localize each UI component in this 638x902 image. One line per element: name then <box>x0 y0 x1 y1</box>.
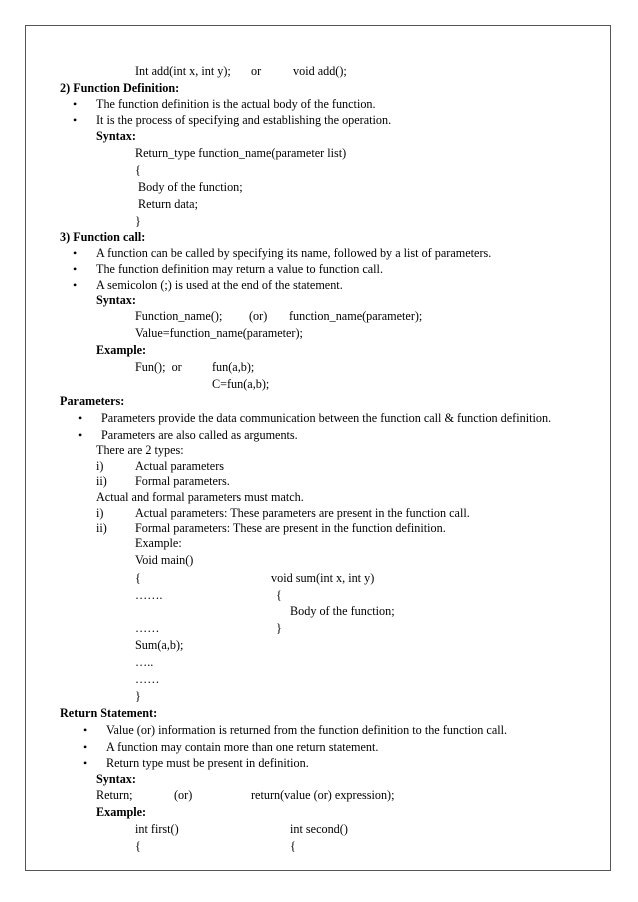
prototype-void-add: void add(); <box>293 64 347 78</box>
syntax-label: Syntax: <box>96 129 136 143</box>
code-line: int first() <box>135 822 179 836</box>
example-label: Example: <box>96 805 147 819</box>
list-item: • Value (or) information is returned from the function definition to the function call. <box>106 723 507 737</box>
list-item: Formal parameters: These are present in the function definition. <box>135 521 446 535</box>
code-line: { <box>276 588 282 602</box>
code-line: Sum(a,b); <box>135 638 184 652</box>
code-line: { <box>135 839 141 853</box>
code-line: ….. <box>135 655 154 669</box>
heading-parameters: Parameters: <box>60 394 125 408</box>
code-line: } <box>135 214 141 228</box>
code-line: Body of the function; <box>135 180 243 194</box>
syntax-label: Syntax: <box>96 772 136 786</box>
list-item: • The function definition is the actual body of the function. <box>96 97 376 111</box>
code-line: } <box>276 621 282 635</box>
list-number: i) <box>96 459 104 473</box>
list-number: i) <box>96 506 104 520</box>
code-line: Return data; <box>135 197 198 211</box>
list-item: Actual parameters: These parameters are present in the function call. <box>135 506 470 520</box>
list-item: Actual parameters <box>135 459 224 473</box>
list-item: • A function may contain more than one return statement. <box>106 740 378 754</box>
example-label: Example: <box>96 343 147 357</box>
list-item: • A function can be called by specifying its name, followed by a list of parameters. <box>96 246 491 260</box>
code-line: return(value (or) expression); <box>251 788 395 802</box>
list-item: • A semicolon (;) is used at the end of the statement. <box>96 278 343 292</box>
code-line: (or) <box>249 309 268 323</box>
code-line: Function_name(); <box>135 309 223 323</box>
heading-function-definition: 2) Function Definition: <box>60 81 180 95</box>
code-line: ……. <box>135 588 163 602</box>
code-line: { <box>135 571 141 585</box>
list-number: ii) <box>96 521 107 535</box>
code-line: Return; <box>96 788 133 802</box>
list-item: • It is the process of specifying and establishing the operation. <box>96 113 391 127</box>
code-line: Value=function_name(parameter); <box>135 326 303 340</box>
code-line: …… <box>135 672 160 686</box>
list-item: • Return type must be present in definition. <box>106 756 309 770</box>
match-note: Actual and formal parameters must match. <box>96 490 304 504</box>
code-line: void sum(int x, int y) <box>271 571 375 585</box>
prototype-int-add: Int add(int x, int y); <box>135 64 231 78</box>
heading-return-statement: Return Statement: <box>60 706 158 720</box>
prototype-or: or <box>251 64 262 78</box>
code-line: C=fun(a,b); <box>212 377 270 391</box>
code-line: function_name(parameter); <box>289 309 423 323</box>
code-line: int second() <box>290 822 348 836</box>
code-line: Fun(); or <box>135 360 182 374</box>
types-intro: There are 2 types: <box>96 443 184 457</box>
list-number: ii) <box>96 474 107 488</box>
code-line: fun(a,b); <box>212 360 255 374</box>
code-line: …… <box>135 621 160 635</box>
code-line: Body of the function; <box>290 604 395 618</box>
syntax-label: Syntax: <box>96 293 136 307</box>
list-item: • Parameters provide the data communication between the function call & function definition. <box>101 411 551 425</box>
list-item: • The function definition may return a value to function call. <box>96 262 383 276</box>
code-line: (or) <box>174 788 193 802</box>
list-item: Formal parameters. <box>135 474 230 488</box>
code-line: Void main() <box>135 553 194 567</box>
code-line: { <box>290 839 296 853</box>
code-line: } <box>135 689 141 703</box>
code-line: { <box>135 163 141 177</box>
example-label: Example: <box>135 536 182 550</box>
heading-function-call: 3) Function call: <box>60 230 146 244</box>
code-line: Return_type function_name(parameter list) <box>135 146 347 160</box>
list-item: • Parameters are also called as arguments. <box>101 428 298 442</box>
